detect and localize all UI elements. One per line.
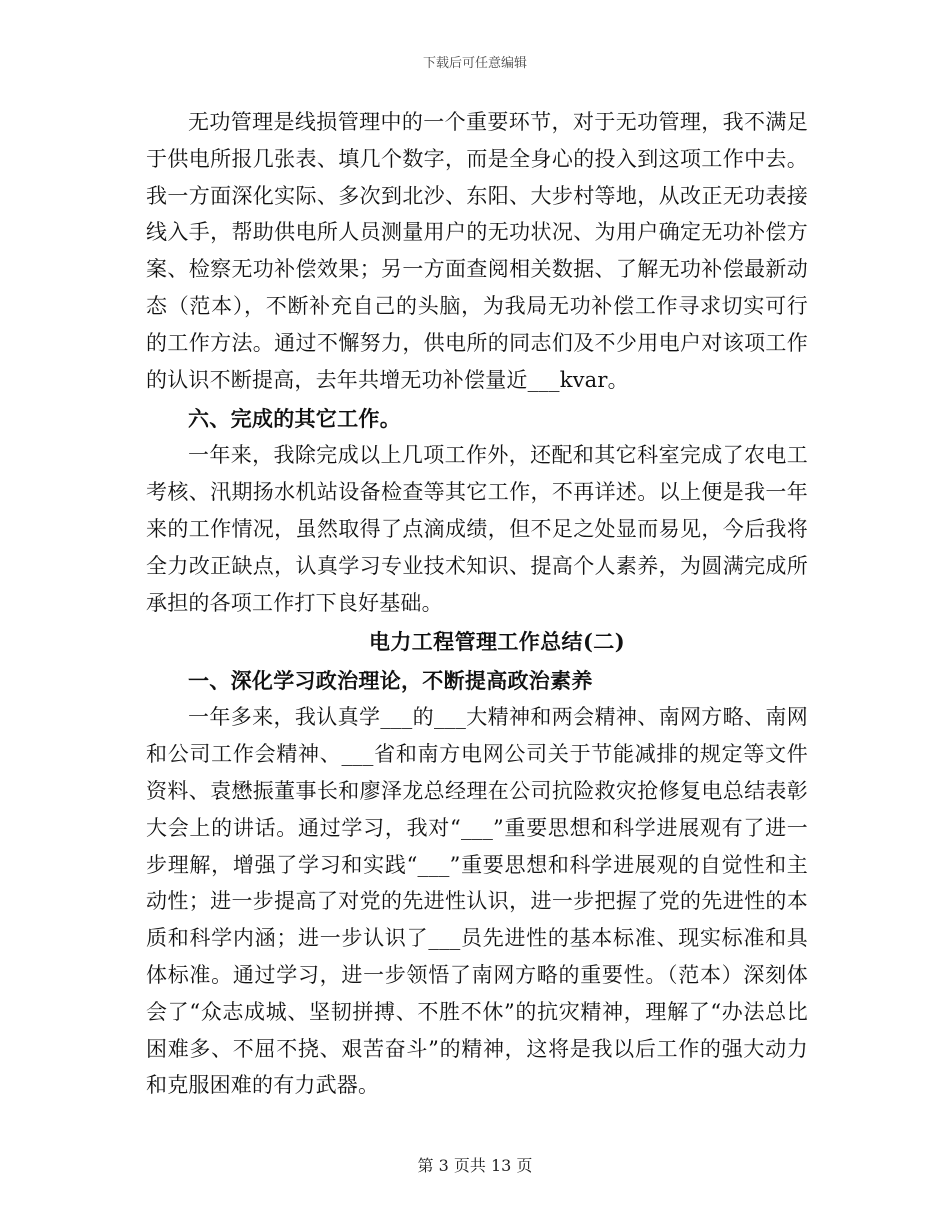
page-header: 下载后可任意编辑	[422, 56, 527, 71]
section-heading-one: 一、深化学习政治理论，不断提高政治素养	[188, 668, 593, 694]
document-body	[146, 104, 808, 1104]
paragraph-other-work: 一年来，我除完成以上几项工作外，还配和其它科室完成了农电工考核、汛期扬水机站设备检查等其它工作，不再详述。以上便是我一年来的工作情况，虽然取得了点滴成绩，但不足之处显而易见，今后我将全力改正缺点，认真学习专业技术知识、提高个人素养，为圆满完成所承担的各项工作打下良好基础。	[146, 443, 808, 615]
section-heading-six: 六、完成的其它工作。	[188, 406, 401, 432]
page-number-footer: 第 3 页共 13 页	[417, 1156, 533, 1175]
paragraph-reactive-power: 无功管理是线损管理中的一个重要环节，对于无功管理，我不满足于供电所报几张表、填几个数字，而是全身心的投入到这项工作中去。我一方面深化实际、多次到北沙、东阳、大步村等地，从改正无功表接线入手，帮助供电所人员测量用户的无功状况、为用户确定无功补偿方案、检察无功补偿效果；另一方面查阅相关数据、了解无功补偿最新动态（范本），不断补充自己的头脑，为我局无功补偿工作寻求切实可行的工作方法。通过不懈努力，供电所的同志们及不少用电户对该项工作的认识不断提高，去年共增无功补偿量近___kvar。	[146, 110, 808, 392]
paragraph-political-study: 一年多来，我认真学___的___大精神和两会精神、南网方略、南网和公司工作会精神、___省和南方电网公司关于节能减排的规定等文件资料、袁懋振董事长和廖泽龙总经理在公司抗险救灾抢修复电总结表彰大会上的讲话。通过学习，我对“___”重要思想和科学进展观有了进一步理解，增强了学习和实践“___”重要思想和科学进展观的自觉性和主动性；进一步提高了对党的先进性认识，进一步把握了党的先进性的本质和科学内涵；进一步认识了___员先进性的基本标准、现实标准和具体标准。通过学习，进一步领悟了南网方略的重要性。（范本）深刻体会了“众志成城、坚韧拼搏、不胜不休”的抗灾精神，理解了“办法总比困难多、不屈不挠、艰苦奋斗”的精神，这将是我以后工作的强大动力和克服困难的有力武器。	[146, 705, 808, 1098]
document-section-title: 电力工程管理工作总结(二)	[368, 629, 626, 655]
